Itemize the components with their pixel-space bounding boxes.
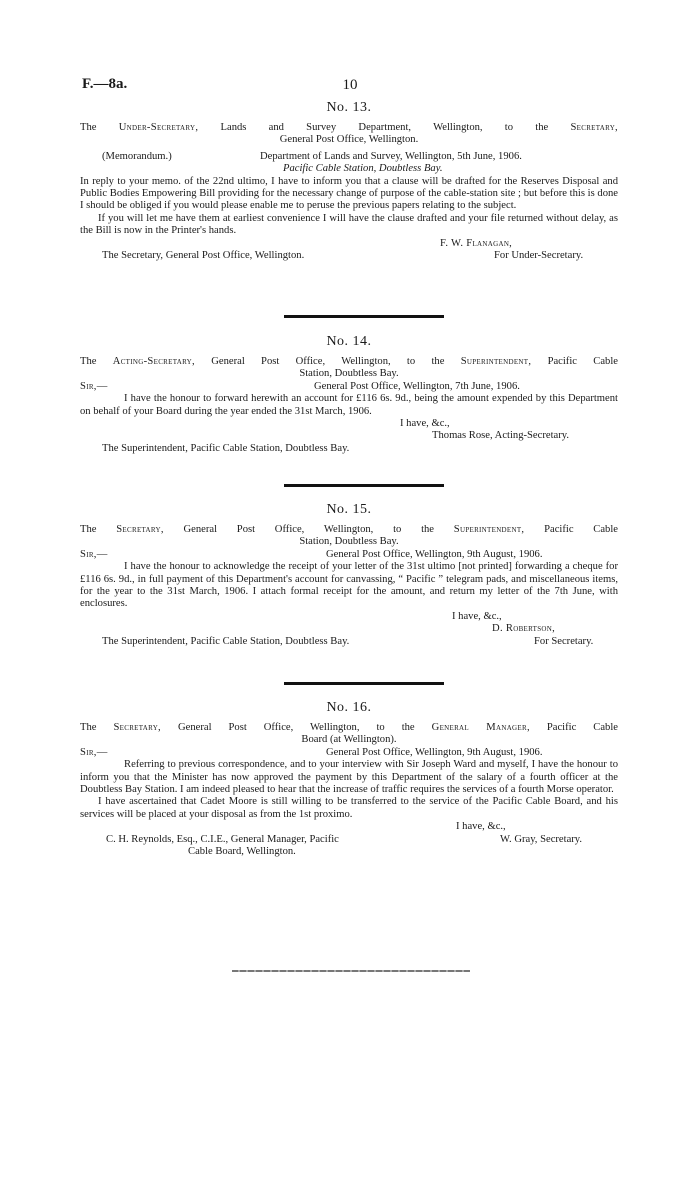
- letter-13: [80, 100, 618, 262]
- letter-15: [80, 502, 618, 648]
- addressee: The Superintendent, Pacific Cable Station, Doubtless Bay.: [102, 635, 350, 647]
- subject-line: Pacific Cable Station, Doubtless Bay.: [283, 163, 443, 175]
- letter-16: [80, 700, 618, 858]
- body-paragraph: I have ascertained that Cadet Moore is still willing to be transferred to the service of the Pacific Cable Board, and his services will be placed at your disposal as from the 1st proximo.: [80, 796, 618, 820]
- sender-title: Secretary,: [113, 722, 162, 733]
- closing: I have, &c.,: [452, 610, 502, 622]
- sender-title: Secretary,: [116, 524, 164, 535]
- end-rule: [232, 970, 470, 972]
- letter-title: No. 13.: [326, 100, 372, 115]
- signature: W. Gray, Secretary.: [500, 833, 583, 845]
- addressee-line-1: C. H. Reynolds, Esq., C.I.E., General Manager, Pacific: [106, 833, 339, 845]
- body-paragraph: Referring to previous correspondence, and to your interview with Sir Joseph Ward and myself, I have the honour to inform you that the Minister has now approved the payment by this Department of the salary of a fourth officer at the Doubtless Bay Station. I am indeed pleased to hear that the increase of traffic requires the services of a fourth Morse operator.: [80, 759, 618, 796]
- route-line-2: Station, Doubtless Bay.: [299, 368, 399, 380]
- signature: D. Robertson,: [492, 623, 556, 635]
- closing: I have, &c.,: [400, 418, 450, 430]
- letter-route: The Acting-Secretary, General Post Office, Wellington, to the Superintendent, Pacific Cable: [80, 356, 618, 367]
- body-paragraph: I have the honour to forward herewith an account for £116 6s. 9d., being the amount expended by this Department on behalf of your Board during the year ended the 31st March, 1906.: [80, 393, 618, 417]
- salutation: Sir,—: [80, 548, 108, 560]
- section-divider: [284, 484, 444, 487]
- sender-title: Under-Secretary,: [118, 122, 199, 133]
- dateline: General Post Office, Wellington, 9th August, 1906.: [326, 746, 543, 758]
- letter-14: [80, 334, 618, 455]
- dateline: General Post Office, Wellington, 7th June, 1906.: [314, 380, 520, 392]
- section-divider: [284, 682, 444, 685]
- route-line-2: General Post Office, Wellington.: [279, 134, 419, 146]
- signature: Thomas Rose, Acting-Secretary.: [432, 430, 569, 442]
- salutation: Sir,—: [80, 380, 108, 392]
- letter-route: The Under-Secretary, Lands and Survey Department, Wellington, to the Secretary,: [80, 122, 618, 133]
- recipient-title: Secretary,: [570, 122, 618, 133]
- addressee: The Superintendent, Pacific Cable Station, Doubtless Bay.: [102, 442, 350, 454]
- letter-route: The Secretary, General Post Office, Wellington, to the General Manager, Pacific Cable: [80, 722, 618, 733]
- route-line-2: Board (at Wellington).: [301, 734, 397, 746]
- signature: F. W. Flanagan,: [440, 237, 513, 249]
- page-number: 10: [342, 77, 358, 93]
- recipient-title: General Manager,: [431, 722, 530, 733]
- letter-title: No. 15.: [326, 502, 372, 517]
- memo-label: (Memorandum.): [102, 150, 172, 162]
- route-line-2: Station, Doubtless Bay.: [299, 536, 399, 548]
- letter-route: The Secretary, General Post Office, Wellington, to the Superintendent, Pacific Cable: [80, 524, 618, 535]
- dateline: General Post Office, Wellington, 9th August, 1906.: [326, 548, 543, 560]
- addressee-line-2: Cable Board, Wellington.: [188, 846, 296, 858]
- series-reference: F.—8a.: [82, 76, 128, 92]
- recipient-title: Superintendent,: [453, 524, 525, 535]
- body-paragraph: In reply to your memo. of the 22nd ultimo, I have to inform you that a clause will be drafted for the Reserves Disposal and Public Bodies Empowering Bill providing for the necessary change of purpose of the cable-station site ; but before this is done I should be obliged if you would please enable me to peruse the previous papers relating to the subject.: [80, 175, 618, 212]
- salutation: Sir,—: [80, 746, 108, 758]
- closing: I have, &c.,: [456, 821, 506, 833]
- section-divider: [284, 315, 444, 318]
- sender-title: Acting-Secretary,: [112, 356, 195, 367]
- body-paragraph: I have the honour to acknowledge the receipt of your letter of the 31st ultimo [not printed] forwarding a cheque for £116 6s. 9d., in full payment of this Department's account for canvassing, “ Pacific ” telegram pads, and miscellaneous items, for the year to the 31st March, 1906. I attach formal receipt for the amount, and return my letter of the 7th June, with enclosures.: [80, 561, 618, 610]
- letter-title: No. 14.: [326, 334, 372, 349]
- recipient-title: Superintendent,: [460, 356, 532, 367]
- letter-title: No. 16.: [326, 700, 372, 715]
- sign-title: For Secretary.: [534, 635, 594, 647]
- dateline: Department of Lands and Survey, Wellington, 5th June, 1906.: [260, 150, 522, 162]
- sign-title: For Under-Secretary.: [494, 250, 584, 262]
- body-paragraph: If you will let me have them at earliest convenience I will have the clause drafted and your file returned without delay, as the Bill is now in the Printer's hands.: [80, 212, 618, 237]
- addressee: The Secretary, General Post Office, Wellington.: [102, 250, 305, 262]
